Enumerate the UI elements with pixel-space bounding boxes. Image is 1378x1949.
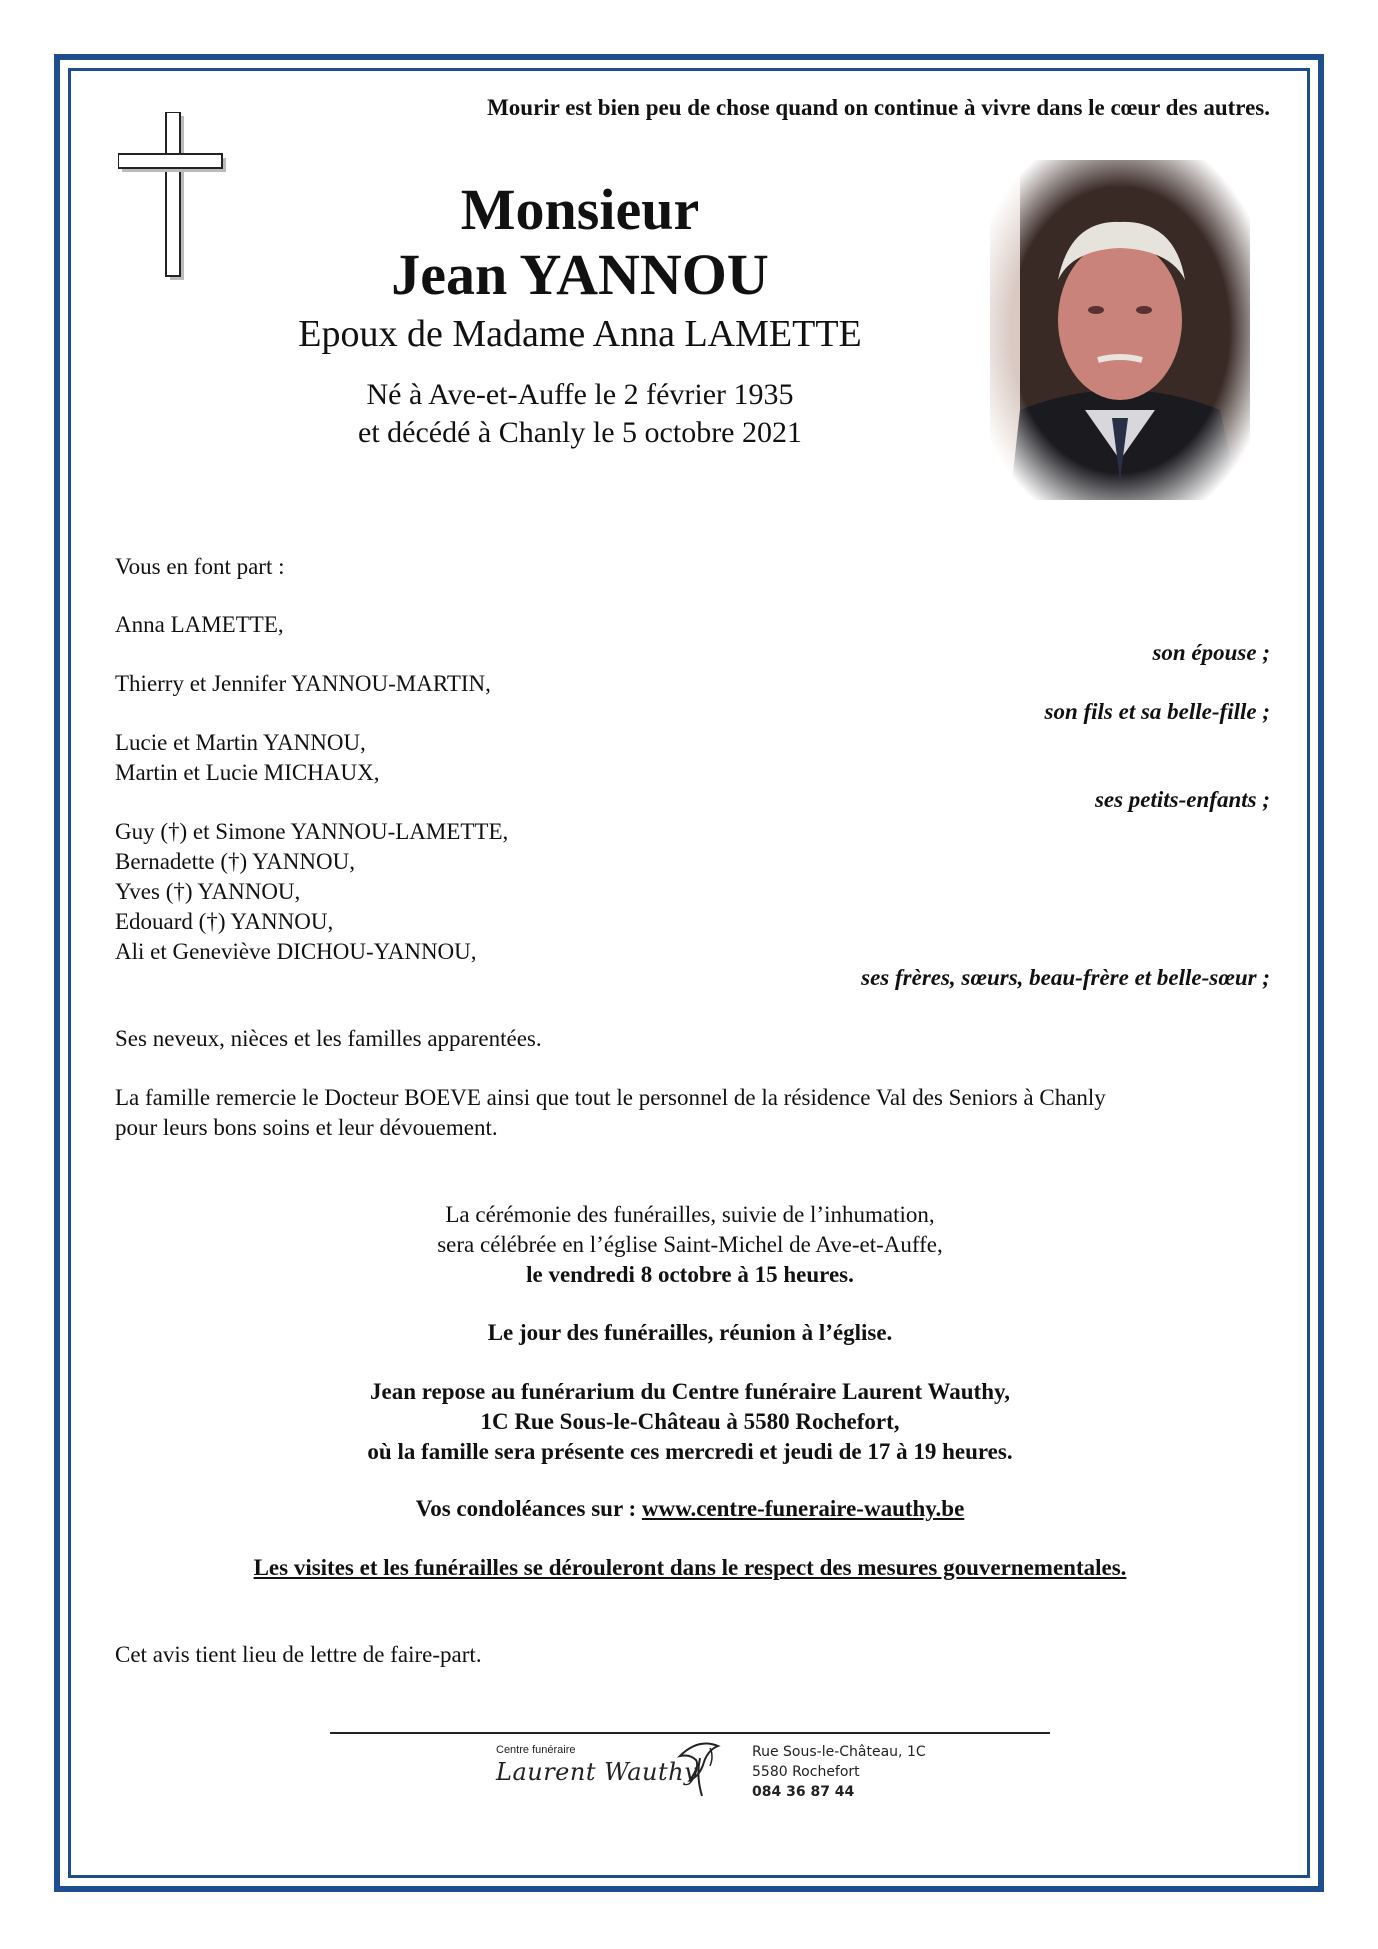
- measures-notice: Les visites et les funérailles se dérouleront dans le respect des mesures gouvernementales.: [253, 1555, 1127, 1580]
- funerarium-line: 1C Rue Sous-le-Château à 5580 Rochefort,: [480, 1409, 900, 1434]
- family-role-3: ses petits-enfants ;: [1094, 787, 1270, 812]
- portrait-photo: [990, 160, 1250, 500]
- ceremony-line: sera célébrée en l’église Saint-Michel de Ave-et-Auffe,: [437, 1232, 943, 1257]
- family-role-1: son épouse ;: [1152, 640, 1270, 665]
- ceremony-date: le vendredi 8 octobre à 15 heures.: [526, 1262, 854, 1287]
- family-name: Bernadette (†) YANNOU,: [115, 849, 355, 874]
- meeting-line: Le jour des funérailles, réunion à l’église.: [487, 1320, 893, 1345]
- logo-small-text: Centre funéraire: [496, 1744, 576, 1756]
- deceased-name: Jean YANNOU: [391, 242, 769, 307]
- funerarium-line: où la famille sera présente ces mercredi et jeudi de 17 à 19 heures.: [367, 1439, 1013, 1464]
- address-street: Rue Sous-le-Château, 1C: [752, 1744, 926, 1760]
- family-name: Lucie et Martin YANNOU,: [115, 730, 366, 755]
- funerarium-line: Jean repose au funérarium du Centre funéraire Laurent Wauthy,: [370, 1379, 1010, 1404]
- address-phone: 084 36 87 44: [752, 1784, 855, 1800]
- family-names-2: [115, 669, 1215, 699]
- family-names-3: [115, 728, 1215, 788]
- condolences-label: Vos condoléances sur :: [415, 1496, 642, 1521]
- family-name: Edouard (†) YANNOU,: [115, 909, 334, 934]
- family-name: Ali et Geneviève DICHOU-YANNOU,: [115, 939, 477, 964]
- honorific: Monsieur: [460, 177, 700, 242]
- spouse-line: Epoux de Madame Anna LAMETTE: [298, 313, 862, 355]
- family-name: Guy (†) et Simone YANNOU-LAMETTE,: [115, 819, 509, 844]
- birth-line: Né à Ave-et-Auffe le 2 février 1935: [366, 378, 794, 411]
- family-name: Anna LAMETTE,: [115, 612, 284, 637]
- ceremony-line: La cérémonie des funérailles, suivie de l’inhumation,: [445, 1202, 935, 1227]
- condolences-line: [115, 1494, 1265, 1524]
- thanks-paragraph: [115, 1083, 1215, 1143]
- footer-address: [752, 1742, 926, 1802]
- family-role-4: ses frères, sœurs, beau-frère et belle-sœur ;: [861, 965, 1270, 990]
- family-role-2: son fils et sa belle-fille ;: [1044, 699, 1270, 724]
- epigraph: Mourir est bien peu de chose quand on continue à vivre dans le cœur des autres.: [487, 95, 1270, 120]
- footer-divider: [330, 1732, 1050, 1734]
- thanks-line: La famille remercie le Docteur BOEVE ainsi que tout le personnel de la résidence Val des Seniors à Chanly: [115, 1085, 1106, 1110]
- logo-script-text: Laurent Wauthy: [496, 1758, 699, 1786]
- cross-icon: [118, 112, 228, 282]
- family-name: Yves (†) YANNOU,: [115, 879, 301, 904]
- header-block: [240, 178, 920, 452]
- thanks-line: pour leurs bons soins et leur dévouement.: [115, 1115, 498, 1140]
- closing-line: Cet avis tient lieu de lettre de faire-part.: [115, 1642, 482, 1667]
- address-city: 5580 Rochefort: [752, 1764, 860, 1780]
- family-name: Thierry et Jennifer YANNOU-MARTIN,: [115, 671, 491, 696]
- funerarium-block: [115, 1377, 1265, 1467]
- announcement-intro: Vous en font part :: [115, 554, 285, 579]
- condolences-link[interactable]: www.centre-funeraire-wauthy.be: [641, 1496, 965, 1521]
- death-line: et décédé à Chanly le 5 octobre 2021: [358, 416, 802, 449]
- family-names-4: [115, 817, 1215, 967]
- family-names-1: [115, 610, 1215, 640]
- family-name: Martin et Lucie MICHAUX,: [115, 760, 380, 785]
- relatives-line: Ses neveux, nièces et les familles apparentées.: [115, 1026, 542, 1051]
- calla-lily-icon: [670, 1736, 726, 1798]
- ceremony-block: [115, 1200, 1265, 1290]
